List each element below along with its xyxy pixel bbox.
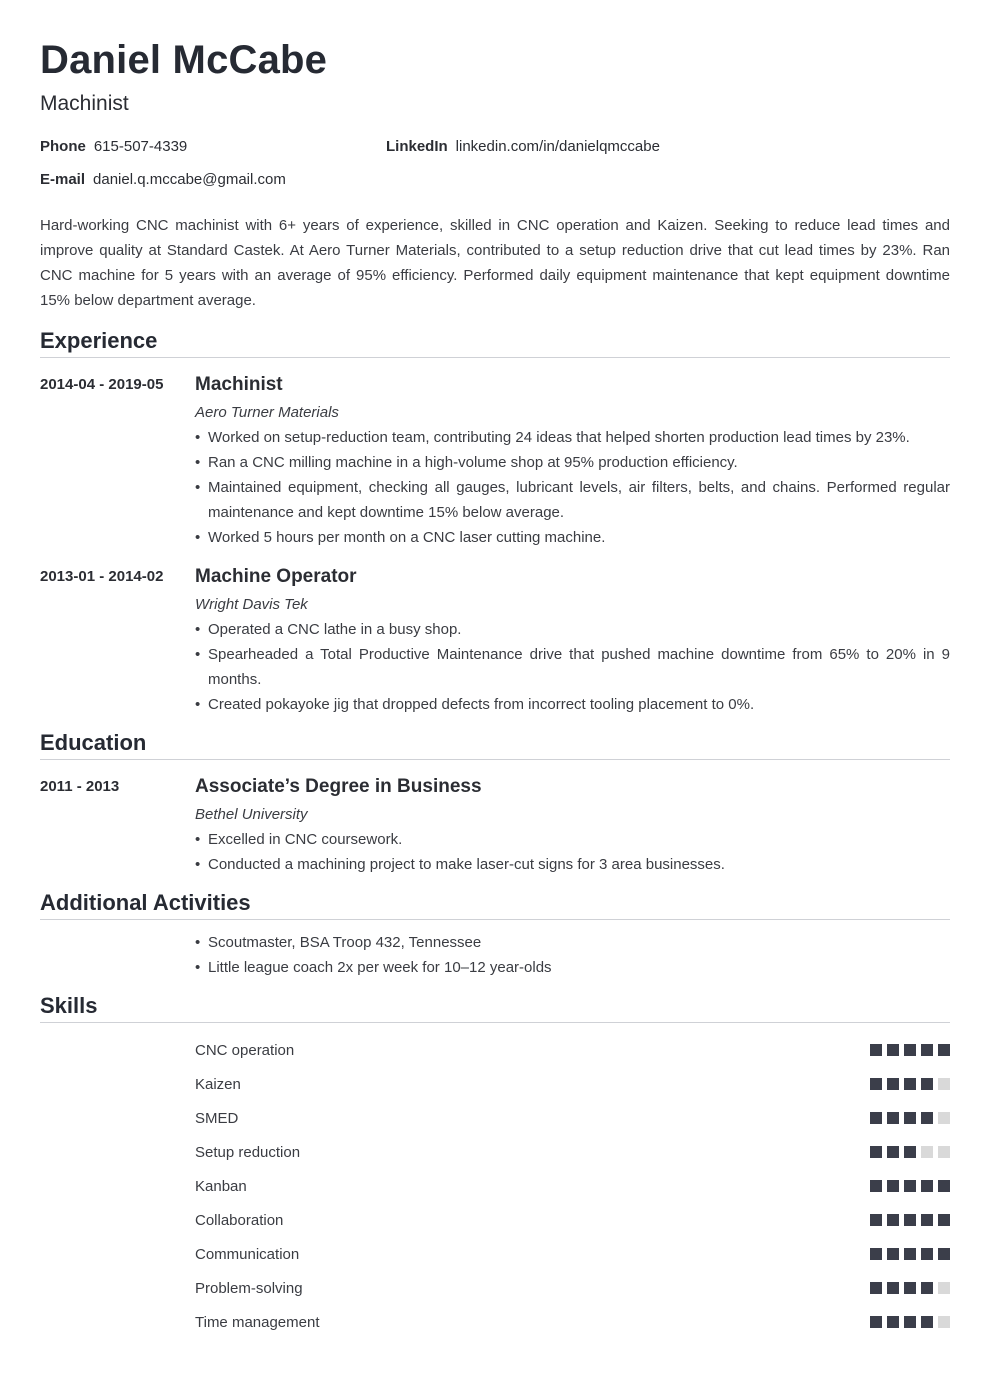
rating-square-filled [870,1180,882,1192]
summary-paragraph: Hard-working CNC machinist with 6+ years of experience, skilled in CNC operation and Kaizen. Seeking to reduce lead times and improve quality at Standard Castek. At Aero Turner Materials, contributed to a setup reduction drive that cut lead times by 23%. Ran CNC machine for 5 years with an average of 95% efficiency. Performed daily equipment maintenance that kept equipment downtime 15% below department average. [40,217,950,309]
rating-square-filled [870,1248,882,1260]
rating-square-filled [887,1044,899,1056]
rating-square-filled [887,1214,899,1226]
bullet-item: • Worked 5 hours per month on a CNC laser cutting machine. [195,525,950,550]
rating-square-filled [904,1248,916,1260]
school-name: Bethel University [195,806,308,823]
skill-row [40,1271,950,1305]
contact-email [40,170,286,190]
rating-square-filled [904,1146,916,1158]
rating-square-empty [938,1146,950,1158]
resume-page [40,36,950,1339]
rating-square-filled [904,1214,916,1226]
skill-name: Setup reduction [195,1143,301,1161]
activities-list [195,930,950,980]
candidate-name: Daniel McCabe [40,38,328,82]
rating-square-filled [921,1214,933,1226]
rating-square-filled [904,1044,916,1056]
activity-item: • Little league coach 2x per week for 10–12 year-olds [195,955,950,980]
job-dates: 2014-04 - 2019-05 [40,376,164,393]
education-dates: 2011 - 2013 [40,778,120,795]
phone-label: Phone [40,138,86,155]
skill-name: Kanban [195,1177,247,1195]
experience-entry [40,371,950,550]
company-name: Wright Davis Tek [195,596,308,613]
skill-row [40,1101,950,1135]
activities-heading: Additional Activities [40,889,950,920]
job-dates: 2013-01 - 2014-02 [40,568,164,585]
rating-square-filled [921,1180,933,1192]
phone-value: 615-507-4339 [93,138,188,155]
rating-square-filled [921,1316,933,1328]
rating-square-empty [938,1316,950,1328]
bullet-item: • Worked on setup-reduction team, contributing 24 ideas that helped shorten production lead times by 23%. [195,425,950,450]
skill-name: Time management [195,1313,320,1331]
linkedin-link[interactable]: linkedin.com/in/danielqmccabe [455,138,660,155]
skill-name: Kaizen [195,1075,241,1093]
skill-row [40,1135,950,1169]
rating-square-filled [921,1248,933,1260]
candidate-role: Machinist [40,92,129,115]
skills-heading: Skills [40,992,950,1023]
experience-entry [40,563,950,717]
rating-square-filled [870,1078,882,1090]
skills-list [40,1033,950,1339]
experience-heading: Experience [40,327,950,358]
rating-square-filled [870,1146,882,1158]
contact-phone [40,137,187,157]
skill-rating [870,1282,950,1294]
skill-row [40,1067,950,1101]
linkedin-label: LinkedIn [386,138,448,155]
education-entry [40,773,950,877]
job-title: Machine Operator [195,566,357,587]
skill-row [40,1237,950,1271]
skill-name: Collaboration [195,1211,284,1229]
job-bullets [195,617,950,717]
rating-square-empty [921,1146,933,1158]
company-name: Aero Turner Materials [195,404,339,421]
rating-square-filled [938,1214,950,1226]
education-bullets [195,827,950,877]
rating-square-empty [938,1078,950,1090]
skill-row [40,1169,950,1203]
rating-square-filled [904,1316,916,1328]
rating-square-filled [887,1282,899,1294]
rating-square-filled [921,1282,933,1294]
bullet-item: • Operated a CNC lathe in a busy shop. [195,617,950,642]
skill-rating [870,1112,950,1124]
skill-rating [870,1078,950,1090]
skill-rating [870,1214,950,1226]
job-title: Machinist [195,374,283,395]
bullet-item: • Created pokayoke jig that dropped defects from incorrect tooling placement to 0%. [195,692,950,717]
rating-square-filled [904,1180,916,1192]
rating-square-filled [887,1112,899,1124]
email-label: E-mail [40,171,86,188]
skill-name: SMED [195,1109,239,1127]
skill-row [40,1305,950,1339]
skill-name: Communication [195,1245,300,1263]
bullet-item: • Ran a CNC milling machine in a high-volume shop at 95% production efficiency. [195,450,950,475]
rating-square-filled [887,1146,899,1158]
skill-rating [870,1146,950,1158]
rating-square-empty [938,1112,950,1124]
bullet-item: • Maintained equipment, checking all gauges, lubricant levels, air filters, belts, and chains. Performed regular maintenance and kept downtime 15% below average. [195,475,950,525]
education-heading: Education [40,729,950,760]
job-bullets [195,425,950,550]
contact-block [40,137,950,217]
rating-square-filled [938,1248,950,1260]
rating-square-filled [938,1044,950,1056]
skill-name: Problem-solving [195,1279,303,1297]
rating-square-filled [887,1316,899,1328]
email-link[interactable]: daniel.q.mccabe@gmail.com [93,171,286,188]
rating-square-filled [904,1112,916,1124]
bullet-item: • Excelled in CNC coursework. [195,827,950,852]
rating-square-filled [887,1248,899,1260]
rating-square-filled [887,1078,899,1090]
rating-square-filled [887,1180,899,1192]
rating-square-filled [921,1044,933,1056]
bullet-item: • Spearheaded a Total Productive Maintenance drive that pushed machine downtime from 65% to 20% in 9 months. [195,642,950,692]
skill-rating [870,1044,950,1056]
skill-row [40,1203,950,1237]
degree-title: Associate’s Degree in Business [195,776,482,797]
rating-square-filled [921,1112,933,1124]
rating-square-filled [870,1214,882,1226]
skill-row [40,1033,950,1067]
contact-linkedin [386,137,660,157]
rating-square-filled [870,1044,882,1056]
skill-rating [870,1180,950,1192]
rating-square-filled [904,1078,916,1090]
skill-rating [870,1316,950,1328]
rating-square-filled [870,1112,882,1124]
rating-square-filled [921,1078,933,1090]
skill-rating [870,1248,950,1260]
rating-square-filled [870,1282,882,1294]
bullet-item: • Conducted a machining project to make laser-cut signs for 3 area businesses. [195,852,950,877]
rating-square-filled [904,1282,916,1294]
rating-square-filled [870,1316,882,1328]
rating-square-filled [938,1180,950,1192]
activity-item: • Scoutmaster, BSA Troop 432, Tennessee [195,930,950,955]
rating-square-empty [938,1282,950,1294]
skill-name: CNC operation [195,1041,295,1059]
